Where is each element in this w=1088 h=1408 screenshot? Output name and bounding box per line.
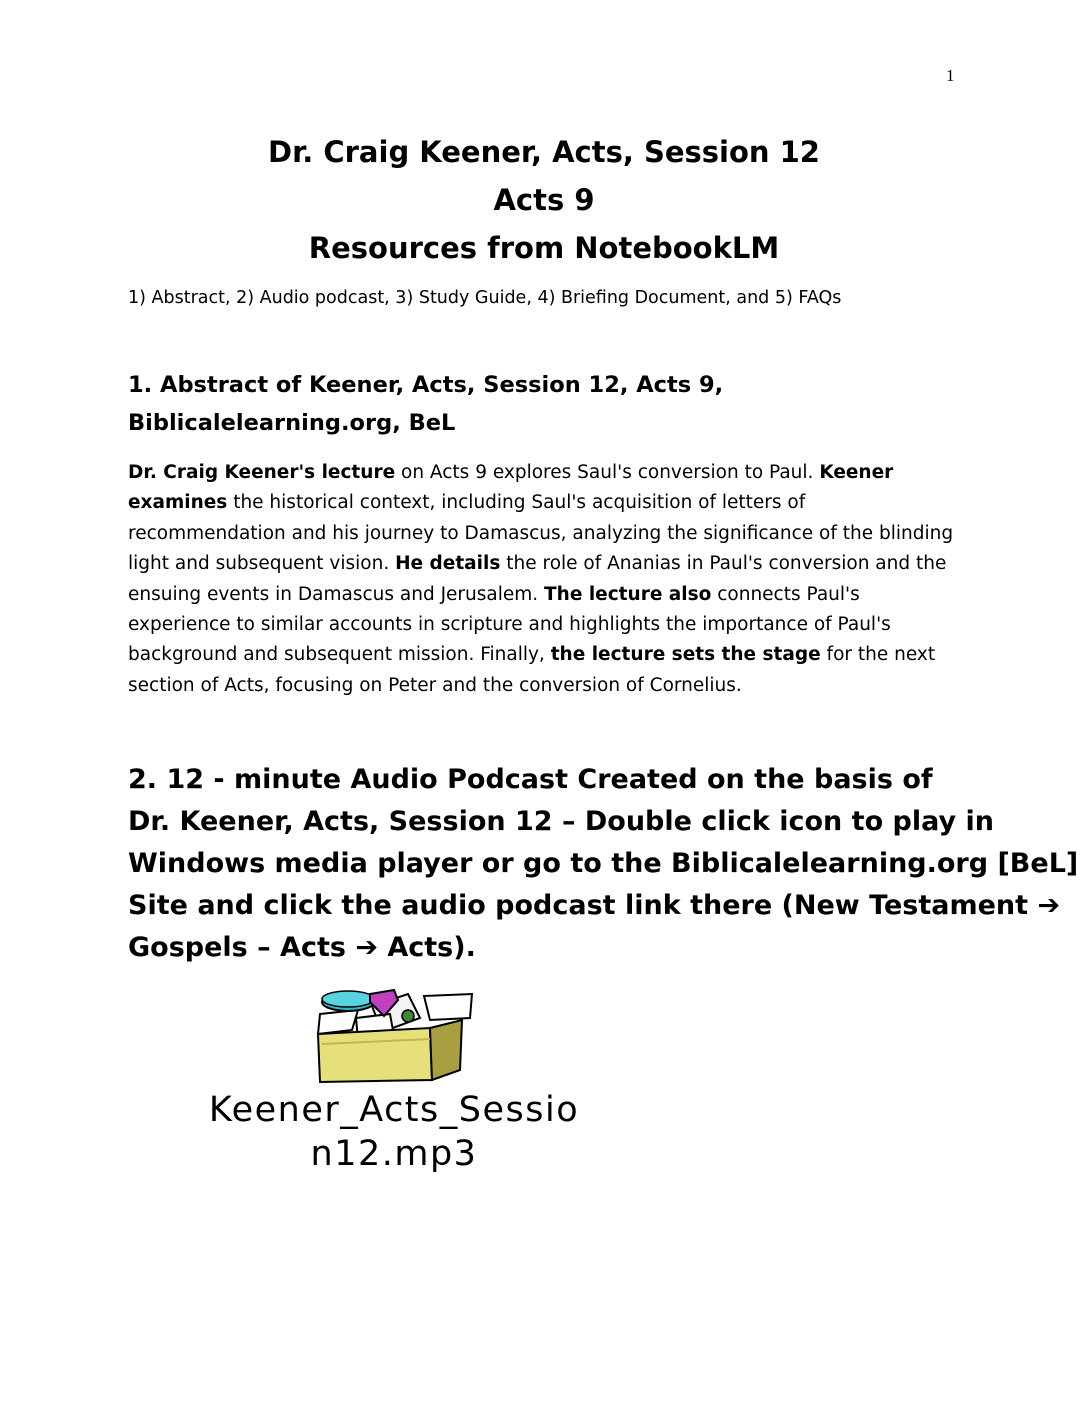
abstract-heading: 1. Abstract of Keener, Acts, Session 12, Acts 9, Biblicalelearning.org, BeL [128,372,724,436]
title-line: Acts 9 [493,183,595,217]
podcast-heading-line: 2. 12 - minute Audio Podcast Created on the basis of [128,764,933,795]
podcast-heading-line: Dr. Keener, Acts, Session 12 – Double click icon to play in [128,806,994,837]
package-file-icon[interactable] [312,984,478,1084]
abstract-segment: connects Paul's experience to similar accounts in scripture and highlights the importance of Paul's background and subsequent mission. Finally, [128,583,891,666]
resources-list: 1) Abstract, 2) Audio podcast, 3) Study Guide, 4) Briefing Document, and 5) FAQs [128,288,842,308]
file-label-line: Keener_Acts_Sessio [208,1090,580,1130]
podcast-heading-text: Acts). [377,932,476,963]
page-number: 1 [946,66,955,85]
abstract-segment: Dr. Craig Keener's lecture [128,462,396,483]
abstract-paragraph [128,458,964,701]
abstract-segment: for the next section of Acts, focusing on Peter and the conversion of Cornelius. [128,644,936,696]
title-line: Dr. Craig Keener, Acts, Session 12 [268,135,820,169]
abstract-segment: He details [395,553,501,575]
podcast-heading [128,759,1079,969]
right-arrow-icon: ➔ [1037,890,1061,921]
podcast-file-label[interactable] [128,1088,660,1176]
file-label-line: n12.mp3 [310,1134,478,1174]
title-line: Resources from NotebookLM [308,231,780,265]
abstract-segment: The lecture also [544,583,712,605]
abstract-segment: Keener examines [128,462,894,514]
podcast-heading-text: Site and click the audio podcast link there (New Testament [128,890,1038,921]
right-arrow-icon: ➔ [355,932,378,963]
abstract-segment: the historical context, including Saul's acquisition of letters of recommendation and his journey to Damascus, analyzing the significance of the blinding light and subsequent vision. [128,492,954,575]
podcast-heading-line [128,885,1061,927]
podcast-heading-line: Windows media player or go to the Biblicalelearning.org [BeL] [128,848,1079,879]
podcast-heading-line [128,927,968,969]
abstract-segment: the role of Ananias in Paul's conversion and the ensuing events in Damascus and Jerusalem. [128,553,947,605]
document-title [0,128,1088,272]
abstract-segment: on Acts 9 explores Saul's conversion to Paul. [395,462,820,483]
podcast-heading-text: Gospels – Acts [128,932,356,963]
abstract-segment: the lecture sets the stage [550,644,821,666]
